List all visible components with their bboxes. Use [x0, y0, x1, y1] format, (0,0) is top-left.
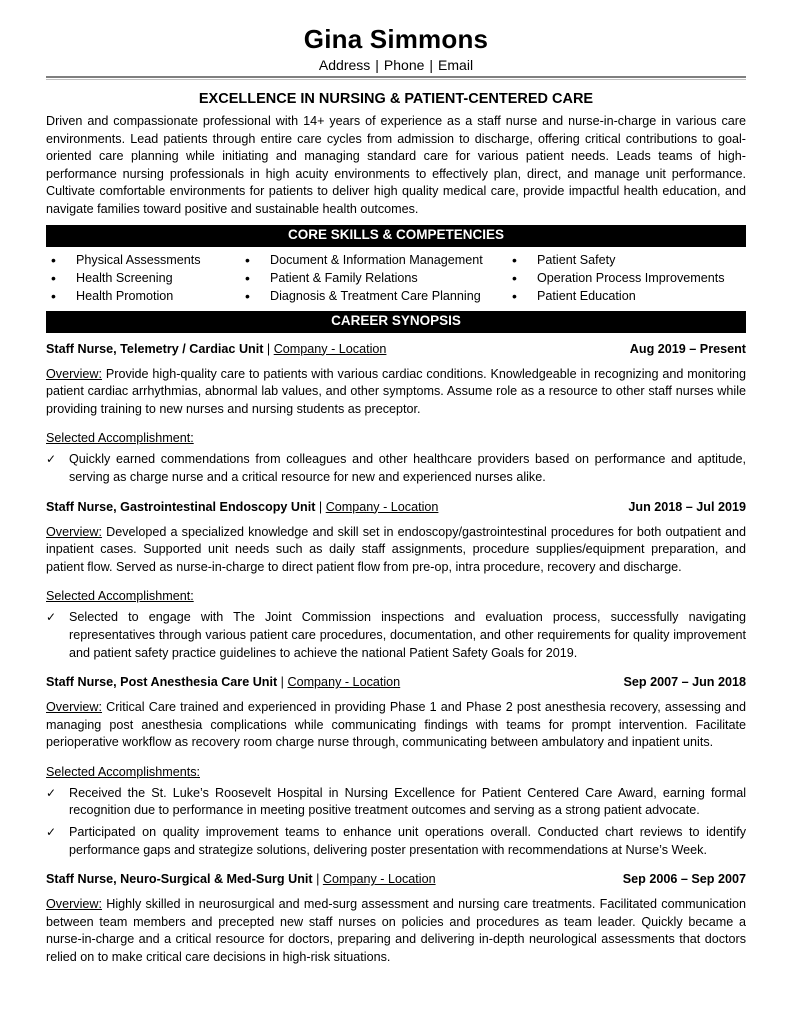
skill-item: • Document & Information Management [240, 251, 507, 269]
job-company: Company - Location [287, 675, 401, 690]
contact-address: Address [318, 57, 371, 73]
job-header [46, 871, 746, 888]
accomplishment-item: ✓ Participated on quality improvement teams to enhance unit operations overall. Conducted chart reviews to identify performance gaps and strategize solutions, delivering poster presentation with recommendations at Nurse’s Week. [46, 824, 746, 859]
job-dates: Aug 2019 – Present [629, 341, 746, 356]
skill-item: • Physical Assessments [46, 251, 240, 269]
contact-phone: Phone [383, 57, 425, 73]
job-header [46, 499, 746, 516]
skill-item: • Patient Safety [507, 251, 746, 269]
accomplishment-item: ✓ Selected to engage with The Joint Commission inspections and evaluation process, successfully navigating representatives through various patient care procedures, documentation, and other requirements for quality improvement and patient safety practice guidelines to achieve the national Patient Safety Goals for 2019. [46, 609, 746, 662]
overview-text: Critical Care trained and experienced in providing Phase 1 and Phase 2 post anesthesia recovery, assessing and managing post anesthesia complications while communicating findings with teams for prompt intervention. Facilitate perioperative workflow as recovery room charge nurse through, communicating between ambulatory and inpatient units. [46, 700, 746, 750]
overview-label: Overview: [46, 700, 102, 715]
career-section-heading: CAREER SYNOPSIS [46, 311, 746, 333]
job-company: Company - Location [325, 499, 439, 514]
professional-summary: Driven and compassionate professional with 14+ years of experience as a staff nurse and nurse-in-charge in various care environments. Lead patients through entire care cycles from admission to discharge, offering critical contributions to goal-oriented care planning while initiating and managing standard care for various patient needs. Leads teams of high-performance nursing professionals in high acuity environments to effectively plan, direct, and manage unit performance. Cultivate comfortable environments for patients to deliver high quality medical care, provide impactful health education, and navigate families toward positive and sustainable health outcomes. [46, 114, 746, 216]
job-title: Staff Nurse, Gastrointestinal Endoscopy Unit [46, 499, 316, 514]
job-dates: Sep 2007 – Jun 2018 [623, 675, 746, 690]
overview-text: Developed a specialized knowledge and skill set in endoscopy/gastrointestinal procedures for both outpatient and inpatient cases. Supported unit needs such as daily staff assignments, procedure supplies/equipment preparation, and patient flow. Served as nurse-in-charge to direct patient flow from pre-op, intra procedure, recovery and discharge. [46, 524, 747, 574]
job-overview [46, 896, 746, 966]
skills-list [46, 251, 746, 305]
job-entry [46, 674, 746, 859]
accomplishment-item: ✓ Quickly earned commendations from colleagues and other healthcare providers based on performance and aptitude, serving as charge nurse and a critical resource for new and experienced nurses alike. [46, 451, 746, 486]
overview-label: Overview: [46, 897, 102, 912]
skill-item: • Patient Education [507, 287, 746, 305]
job-entry [46, 499, 746, 663]
job-header [46, 341, 746, 358]
skill-item: • Diagnosis & Treatment Care Planning [240, 287, 507, 305]
skills-column [46, 251, 240, 305]
overview-label: Overview: [46, 366, 102, 381]
job-title-line: Staff Nurse, Gastrointestinal Endoscopy Unit | Company - Location [46, 499, 439, 514]
job-title-line: Staff Nurse, Post Anesthesia Care Unit | Company - Location [46, 675, 401, 690]
job-overview [46, 699, 746, 752]
accomplishments-list [46, 785, 746, 859]
accomplishments-label: Selected Accomplishments: [46, 764, 200, 779]
skills-section-heading: CORE SKILLS & COMPETENCIES [46, 225, 746, 247]
job-title-line: Staff Nurse, Telemetry / Cardiac Unit | Company - Location [46, 341, 387, 356]
contact-email: Email [438, 57, 474, 73]
job-entry [46, 341, 746, 487]
job-title-line: Staff Nurse, Neuro-Surgical & Med-Surg Unit | Company - Location [46, 872, 436, 887]
job-header [46, 674, 746, 691]
overview-text: Highly skilled in neurosurgical and med-surg assessment and nursing care treatments. Facilitated communication between team members and precepted new staff nurses on policies and procedures as team leader. Quickly became a nurse-in-charge and a critical resource for doctors, preparing and delivering in-depth neurological assessments that doctors relied on to make critical care decisions in high-risk situations. [46, 897, 747, 965]
skill-item: • Patient & Family Relations [240, 269, 507, 287]
job-title: Staff Nurse, Telemetry / Cardiac Unit [46, 341, 264, 356]
overview-text: Provide high-quality care to patients with various cardiac conditions. Knowledgeable in recognizing and monitoring patient cardiac arrhythmias, abnormal lab values, and other symptoms. Assume role as a resource to other staff nurses while providing training to new nurses and nursing students as preceptor. [46, 366, 747, 416]
job-title: Staff Nurse, Post Anesthesia Care Unit [46, 675, 278, 690]
accomplishments-list [46, 451, 746, 486]
overview-label: Overview: [46, 524, 102, 539]
job-company: Company - Location [322, 872, 436, 887]
skill-item: • Health Screening [46, 269, 240, 287]
accomplishments-list [46, 609, 746, 662]
resume-page [46, 22, 746, 967]
skills-column [240, 251, 507, 305]
job-overview [46, 524, 746, 577]
accomplishment-item: ✓ Received the St. Luke’s Roosevelt Hospital in Nursing Excellence for Patient Centered Care Award, earning formal recognition due to performance in meeting positive treatment outcomes and serving as a strong patient advocate. [46, 785, 746, 820]
header-divider [46, 76, 746, 80]
job-title: Staff Nurse, Neuro-Surgical & Med-Surg Unit [46, 872, 313, 887]
job-company: Company - Location [273, 341, 387, 356]
job-dates: Sep 2006 – Sep 2007 [622, 872, 746, 887]
candidate-name: Gina Simmons [303, 24, 489, 54]
skills-column [507, 251, 746, 305]
skill-item: • Operation Process Improvements [507, 269, 746, 287]
job-entry [46, 871, 746, 966]
accomplishments-label: Selected Accomplishment: [46, 589, 194, 604]
contact-separator: | [375, 57, 379, 73]
skill-item: • Health Promotion [46, 287, 240, 305]
accomplishments-label: Selected Accomplishment: [46, 431, 194, 446]
contact-line [46, 56, 746, 74]
headline: EXCELLENCE IN NURSING & PATIENT-CENTERED CARE [198, 91, 594, 107]
job-dates: Jun 2018 – Jul 2019 [628, 499, 746, 514]
job-overview [46, 366, 746, 419]
contact-separator: | [429, 57, 434, 73]
